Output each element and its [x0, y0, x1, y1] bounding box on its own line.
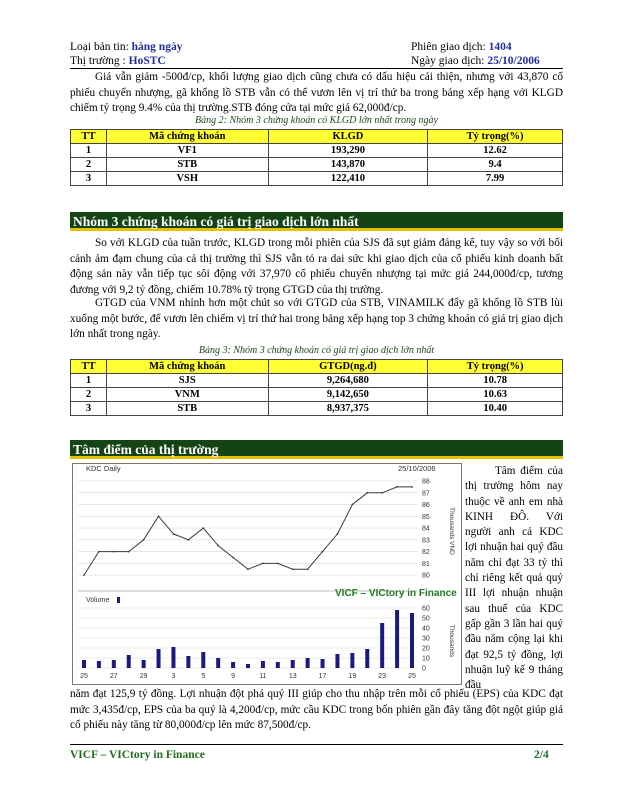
price-point [128, 551, 130, 553]
table-cell: 9,142,650 [268, 388, 428, 402]
table-cell: 1 [71, 374, 107, 388]
price-point [307, 568, 309, 570]
price-point [143, 539, 145, 541]
price-tick-label: 85 [422, 513, 430, 521]
table3-caption: Bảng 3: Nhóm 3 chứng khoán có giá trị giao dịch lớn nhất [198, 345, 435, 356]
volume-bar [216, 658, 220, 668]
volume-bar [410, 613, 414, 668]
table2 [70, 129, 563, 186]
volume-bar [261, 661, 265, 668]
date-value: 25/10/2006 [487, 55, 540, 67]
price-point [381, 492, 383, 494]
table-row [71, 388, 563, 402]
x-tick-label: 25 [408, 673, 416, 680]
market-label: Thị trường : [70, 55, 126, 67]
price-tick-label: 88 [422, 478, 430, 486]
chart-date: 25/10/2006 [398, 464, 436, 473]
volume-bar [142, 660, 146, 668]
price-tick-label: 83 [422, 537, 430, 545]
volume-legend: Volume [86, 597, 110, 604]
table-cell: STB [106, 402, 268, 416]
volume-bar [171, 647, 175, 668]
volume-bar [112, 660, 116, 668]
price-tick-label: 80 [422, 572, 430, 580]
price-point [351, 504, 353, 506]
x-tick-label: 17 [318, 673, 327, 680]
price-point [396, 486, 398, 488]
price-point [232, 557, 234, 559]
x-tick-label: 5 [201, 673, 206, 680]
footer-rule [70, 744, 563, 745]
volume-bar [291, 660, 295, 668]
price-point [411, 486, 413, 488]
session-value: 1404 [488, 41, 512, 53]
price-point [247, 568, 249, 570]
price-tick-label: 81 [422, 560, 430, 568]
volume-bar [350, 653, 354, 668]
price-point [366, 492, 368, 494]
x-tick-label: 3 [171, 673, 176, 680]
date-label: Ngày giao dịch: [411, 55, 485, 67]
bulletin-type [70, 40, 182, 54]
session-label: Phiên giao dịch: [411, 41, 486, 53]
x-tick-label: 13 [288, 673, 297, 680]
price-point [337, 533, 339, 535]
table2-header-cell: KLGD [268, 130, 428, 144]
table3-header-cell: Mã chứng khoán [106, 360, 268, 374]
table-cell: 9,264,680 [268, 374, 428, 388]
session [411, 40, 512, 54]
table3-header-cell: Tỷ trọng(%) [428, 360, 563, 374]
volume-bar [276, 662, 280, 668]
table-cell: 3 [71, 402, 107, 416]
volume-bar [157, 649, 161, 668]
focus-bottom-text: năm đạt 125,9 tỷ đồng. Lợi nhuận đột phá quý III giúp cho thu nhập trên mỗi cổ phiếu (EPS) của KDC đạt mức 3,435đ/cp, EPS của ba quý là 4,200đ/cp, mức cầu KDC trong bốn phiên gần đây tăng đột ngột giúp giá cổ phiếu này tăng từ 80,000đ/cp lên mức 87,500đ/cp. [70, 688, 563, 732]
table-row [71, 374, 563, 388]
table-row [71, 402, 563, 416]
price-point [277, 562, 279, 564]
table-cell: 3 [71, 172, 107, 186]
table-cell: 2 [71, 158, 107, 172]
x-tick-label: 27 [109, 673, 118, 680]
focus-side-text: Tâm điểm của thị trường hôm nay thuộc về anh em nhà KINH ĐÔ. Với người anh cả KDC lợi nhuận hai quý đầu năm chỉ đạt 33 tỷ thì chỉ riêng kết quả quý III lợi nhuận nhuận sau thuế của KDC gấp gần 3 lần hai quý đầu năm cộng lại khi đạt 92,5 tỷ đồng, lợi nhuận luỹ kế 9 tháng đầu [465, 465, 563, 692]
chart-frame [73, 464, 462, 685]
volume-bar [306, 658, 310, 668]
volume-bar [97, 661, 101, 668]
volume-bar [395, 610, 399, 668]
section-heading-market-focus: Tâm điểm của thị trường [70, 440, 563, 459]
price-point [202, 527, 204, 529]
table-cell: 10.40 [428, 402, 563, 416]
volume-bar [365, 649, 369, 668]
price-tick-label: 82 [422, 549, 430, 557]
volume-bar [201, 652, 205, 668]
x-tick-label: 19 [348, 673, 357, 680]
volume-bar [335, 654, 339, 668]
table-cell: VNM [106, 388, 268, 402]
price-point [158, 515, 160, 517]
trade-date [411, 54, 540, 68]
volume-axis-label: Thousands [448, 624, 455, 658]
table-cell: 122,410 [268, 172, 428, 186]
price-point [83, 574, 85, 576]
x-tick-label: 9 [231, 673, 236, 680]
table-cell: 8,937,375 [268, 402, 428, 416]
section1-paragraph1: So với KLGD của tuần trước, KLGD trong mỗi phiên của SJS đã sụt giảm đáng kể, tuy vậy so với bối cảnh ảm đạm chung của cả thị trường thì SJS vẫn tỏ ra dai sức khi giao dịch của cổ phiếu kinh doanh bất động sản này vẫn tiếp tục sôi động với 37,970 cổ phiếu chuyển nhượng tại mức giá 244,000đ/cp, tương đương với 9,2 tỷ đồng, chiếm 10.78% tỷ trọng GTGD của thị trường. [70, 237, 563, 296]
table-cell: 12.62 [428, 144, 563, 158]
volume-bar [186, 656, 190, 668]
table-cell: 2 [71, 388, 107, 402]
bulletin-value: hàng ngày [131, 41, 183, 53]
price-tick-label: 87 [422, 490, 430, 498]
table-row [71, 144, 563, 158]
price-tick-label: 86 [422, 502, 430, 510]
volume-legend-swatch [117, 597, 120, 603]
volume-bar [380, 623, 384, 668]
table-cell: VSH [106, 172, 268, 186]
section-heading-top-value: Nhóm 3 chứng khoán có giá trị giao dịch lớn nhất [70, 212, 563, 231]
price-point [98, 551, 100, 553]
volume-bar [82, 660, 86, 668]
volume-tick-label: 30 [422, 635, 430, 643]
table2-header-cell: Tỷ trọng(%) [428, 130, 563, 144]
intro-paragraph: Giá vẫn giảm -500đ/cp, khối lượng giao dịch cũng chưa có dấu hiệu cải thiện, nhưng với 43,870 cổ phiếu chuyển nhượng, gã khổng lồ STB vẫn có thể vươn lên vị trí thứ ba trong bảng xếp hạng với KLGD chiếm tỷ trọng 9.4% của thị trường.STB đóng cửa tại mức giá 62,000đ/cp. [70, 71, 563, 115]
footer-brand: VICF – VICtory in Finance [70, 749, 205, 761]
market [70, 54, 166, 68]
price-point [262, 562, 264, 564]
section1-paragraph2: GTGD của VNM nhỉnh hơn một chút so với GTGD của STB, VINAMILK đẩy gã khổng lồ STB lùi xuống một bước, để vươn lên chiếm vị trí thứ hai trong bảng xếp hạng top 3 chứng khoán có giá trị giao dịch lớn nhất trong ngày. [70, 297, 563, 341]
volume-bar [127, 655, 131, 668]
table-cell: 10.78 [428, 374, 563, 388]
table3-header-row [71, 360, 563, 374]
table-cell: 10.63 [428, 388, 563, 402]
table3 [70, 359, 563, 416]
price-point [113, 551, 115, 553]
table-cell: SJS [106, 374, 268, 388]
footer-page-number: 2/4 [534, 749, 549, 761]
chart-title: KDC Daily [86, 464, 121, 473]
price-axis-label: Thousands VND [448, 507, 455, 555]
price-point [173, 533, 175, 535]
table-row [71, 158, 563, 172]
volume-bar [321, 659, 325, 668]
volume-tick-label: 50 [422, 615, 430, 623]
price-point [292, 568, 294, 570]
chart-watermark: VICF – VICtory in Finance [335, 588, 457, 599]
table3-header-cell: TT [71, 360, 107, 374]
volume-tick-label: 40 [422, 625, 430, 633]
table-row [71, 172, 563, 186]
x-tick-label: 23 [378, 673, 387, 680]
bulletin-label: Loại bản tin: [70, 41, 129, 53]
table-cell: STB [106, 158, 268, 172]
table-cell: 143,870 [268, 158, 428, 172]
market-value: HoSTC [128, 55, 166, 67]
table2-header-cell: Mã chứng khoán [106, 130, 268, 144]
volume-tick-label: 20 [422, 645, 430, 653]
price-point [217, 545, 219, 547]
table3-header-cell: GTGD(ng.đ) [268, 360, 428, 374]
price-point [187, 539, 189, 541]
table-cell: VF1 [106, 144, 268, 158]
x-tick-label: 29 [139, 673, 148, 680]
volume-bar [231, 662, 235, 668]
header-rule [70, 68, 563, 69]
price-point [322, 551, 324, 553]
table2-header-cell: TT [71, 130, 107, 144]
volume-bar [246, 664, 250, 668]
table-cell: 9.4 [428, 158, 563, 172]
volume-tick-label: 10 [422, 655, 430, 663]
table-cell: 193,290 [268, 144, 428, 158]
x-tick-label: 11 [259, 673, 267, 680]
volume-tick-label: 0 [422, 665, 426, 673]
price-tick-label: 84 [422, 525, 430, 533]
table-cell: 1 [71, 144, 107, 158]
table2-header-row [71, 130, 563, 144]
table-cell: 7.99 [428, 172, 563, 186]
volume-tick-label: 60 [422, 605, 430, 613]
x-tick-label: 25 [80, 673, 88, 680]
table2-caption: Bảng 2: Nhóm 3 chứng khoán có KLGD lớn nhất trong ngày [195, 115, 438, 126]
kdc-stock-chart [72, 463, 462, 685]
